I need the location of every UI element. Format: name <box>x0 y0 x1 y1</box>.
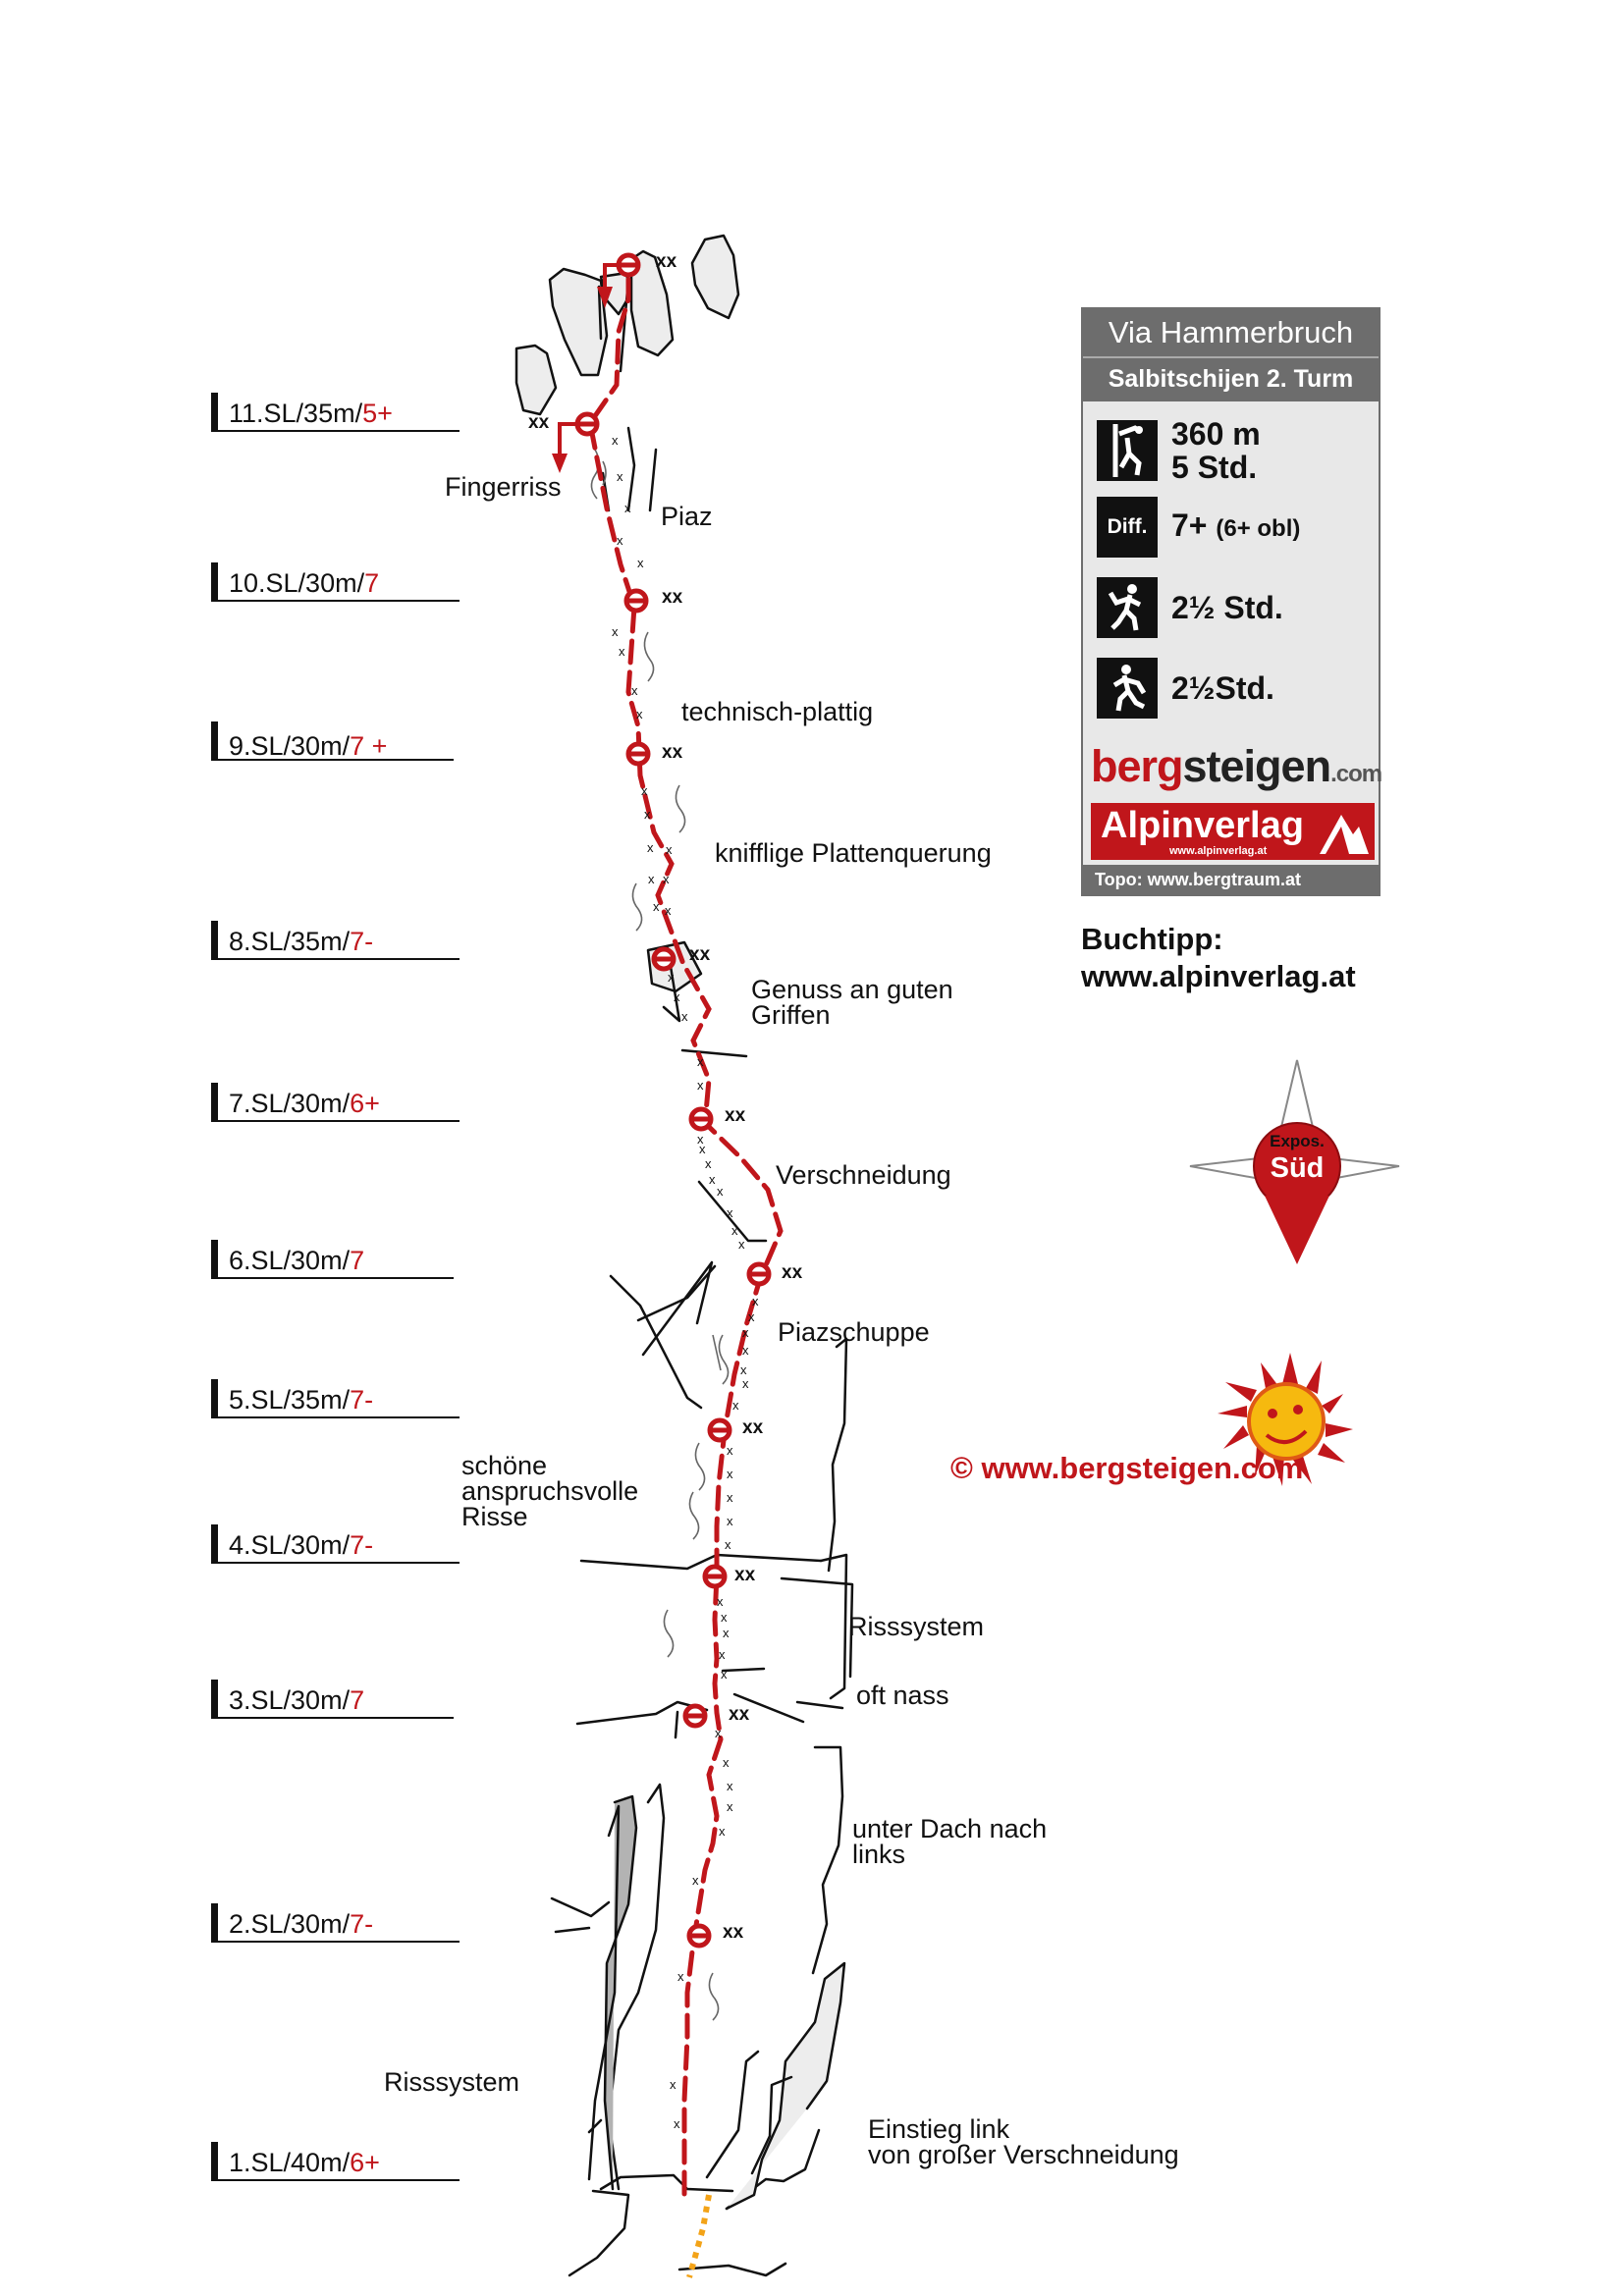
svg-text:x: x <box>617 533 623 548</box>
svg-text:x: x <box>697 1132 704 1147</box>
hiker-approach-icon <box>1097 577 1158 638</box>
pitch-label-1: 1.SL/40m/6+ <box>229 2148 380 2177</box>
svg-text:x: x <box>709 1172 716 1187</box>
svg-text:x: x <box>748 1309 755 1324</box>
bolt-marks <box>612 433 759 2131</box>
pitch-label-9: 9.SL/30m/7 + <box>229 731 388 761</box>
svg-text:x: x <box>665 903 672 918</box>
pitch-bar <box>211 2142 218 2181</box>
svg-text:x: x <box>732 1398 739 1413</box>
alpinverlag-logo: Alpinverlag www.alpinverlag.at <box>1091 803 1375 860</box>
svg-text:x: x <box>674 2116 680 2131</box>
topo-credit: Topo: www.bergtraum.at <box>1083 865 1379 894</box>
anchor-label: xx <box>729 1704 750 1725</box>
annotation-genuss: Genuss an guten Griffen <box>751 975 953 1030</box>
pitch-line <box>218 1562 460 1564</box>
book-tip-url[interactable]: www.alpinverlag.at <box>1081 959 1356 993</box>
pitch-line <box>218 1120 460 1122</box>
annotation-dach: unter Dach nach links <box>852 1814 1048 1869</box>
pitch-label-10: 10.SL/30m/7 <box>229 568 380 598</box>
svg-text:x: x <box>617 469 623 484</box>
bergsteigen-logo: bergsteigen.com <box>1091 741 1382 791</box>
svg-text:x: x <box>641 783 648 798</box>
hiker-descent-icon <box>1097 658 1158 719</box>
svg-text:x: x <box>727 1514 733 1528</box>
svg-text:x: x <box>721 1610 728 1625</box>
svg-text:x: x <box>717 1594 724 1609</box>
svg-text:x: x <box>697 1054 704 1069</box>
book-tip-title: Buchtipp: <box>1081 922 1223 956</box>
annotation-piazschuppe: Piazschuppe <box>778 1317 930 1347</box>
pitch-label-3: 3.SL/30m/7 <box>229 1685 365 1715</box>
svg-text:x: x <box>619 644 625 659</box>
svg-text:x: x <box>742 1343 749 1358</box>
info-row-length <box>1097 417 1261 484</box>
svg-text:x: x <box>668 970 675 985</box>
pitch-line <box>218 958 460 960</box>
pitch-label-6: 6.SL/30m/7 <box>229 1246 365 1275</box>
book-tip <box>1081 921 1356 995</box>
pitch-bar <box>211 1240 218 1279</box>
pitch-line <box>218 1416 460 1418</box>
svg-text:x: x <box>742 1325 749 1340</box>
pitch-bar <box>211 1903 218 1943</box>
svg-text:x: x <box>727 1205 733 1220</box>
svg-text:x: x <box>612 624 619 639</box>
anchor-label: xx <box>528 412 550 433</box>
anchor-label: xx <box>725 1105 746 1126</box>
rappel-arrowhead <box>552 454 568 473</box>
anchor-label: xx <box>662 587 683 608</box>
svg-text:x: x <box>727 1490 733 1505</box>
svg-text:x: x <box>727 1779 733 1793</box>
pitch-line <box>218 1717 454 1719</box>
descent-time: 2½Std. <box>1171 670 1274 706</box>
svg-text:x: x <box>717 1184 724 1199</box>
svg-text:x: x <box>663 872 670 886</box>
annotation-oft-nass: oft nass <box>856 1681 949 1710</box>
pitch-label-4: 4.SL/30m/7- <box>229 1530 374 1560</box>
route-info-panel <box>1081 307 1380 896</box>
pitch-label-7: 7.SL/30m/6+ <box>229 1089 380 1118</box>
pitch-line <box>218 1941 460 1943</box>
svg-text:x: x <box>725 1537 731 1552</box>
annotation-technisch-plattig: technisch-plattig <box>681 697 874 726</box>
anchor-label: xx <box>734 1565 756 1585</box>
approach-path <box>689 2195 709 2277</box>
exposure-label: Expos. <box>1270 1132 1325 1150</box>
svg-text:x: x <box>742 1376 749 1391</box>
svg-text:x: x <box>699 1142 706 1156</box>
copyright-link[interactable]: © www.bergsteigen.com <box>950 1451 1304 1485</box>
svg-text:x: x <box>727 1799 733 1814</box>
anchor-label: xx <box>782 1262 803 1283</box>
pitch-line <box>218 600 460 602</box>
svg-text:x: x <box>677 1969 684 1984</box>
svg-text:x: x <box>727 1467 733 1481</box>
svg-text:x: x <box>752 1294 759 1308</box>
svg-text:x: x <box>697 1078 704 1093</box>
pitch-label-11: 11.SL/35m/5+ <box>229 399 393 428</box>
svg-text:x: x <box>692 1873 699 1888</box>
difficulty-value: 7+ (6+ obl) <box>1171 507 1301 543</box>
svg-text:x: x <box>674 989 680 1004</box>
length-duration: 360 m 5 Std. <box>1171 416 1261 485</box>
svg-text:x: x <box>624 501 631 515</box>
svg-text:x: x <box>738 1237 745 1252</box>
svg-text:x: x <box>648 872 655 886</box>
svg-text:x: x <box>647 840 654 855</box>
anchor-label: xx <box>689 944 711 965</box>
annotation-risssystem-upper: Risssystem <box>848 1612 985 1641</box>
pitch-label-2: 2.SL/30m/7- <box>229 1909 374 1939</box>
pitch-bar <box>211 393 218 432</box>
climber-icon <box>1097 420 1158 481</box>
pitch-line <box>218 2179 460 2181</box>
svg-text:x: x <box>653 899 660 914</box>
svg-text:x: x <box>727 1443 733 1458</box>
route-area: Salbitschijen 2. Turm <box>1083 356 1379 401</box>
pitch-bar <box>211 721 218 761</box>
annotation-verschneidung: Verschneidung <box>776 1160 951 1190</box>
anchor-label: xx <box>662 742 683 763</box>
annotation-plattenquerung: knifflige Plattenquerung <box>715 838 992 868</box>
svg-text:x: x <box>670 2077 677 2092</box>
pitch-line <box>218 1277 454 1279</box>
svg-text:x: x <box>715 1726 722 1740</box>
svg-text:x: x <box>637 556 644 570</box>
pitch-bar <box>211 1083 218 1122</box>
annotation-piaz: Piaz <box>661 502 713 531</box>
svg-text:x: x <box>723 1755 730 1770</box>
svg-text:x: x <box>719 1647 726 1662</box>
annotation-risse: schöne anspruchsvolle Risse <box>461 1451 639 1531</box>
anchor-label: xx <box>742 1417 764 1438</box>
svg-text:x: x <box>719 1824 726 1839</box>
pitch-bar <box>211 1524 218 1564</box>
svg-text:x: x <box>721 1667 728 1682</box>
svg-text:x: x <box>740 1362 747 1377</box>
anchor-label: xx <box>723 1922 744 1943</box>
svg-text:x: x <box>631 683 638 698</box>
svg-text:x: x <box>723 1626 730 1640</box>
svg-text:x: x <box>705 1156 712 1171</box>
route-name: Via Hammerbruch <box>1108 315 1354 349</box>
pitch-bar <box>211 1379 218 1418</box>
svg-text:x: x <box>644 807 651 822</box>
exposure-direction: Süd <box>1270 1152 1325 1184</box>
info-row-approach <box>1097 577 1283 638</box>
approach-time: 2½ Std. <box>1171 590 1283 625</box>
svg-text:x: x <box>731 1223 738 1238</box>
anchor-label: xx <box>656 251 677 272</box>
svg-text:x: x <box>666 842 673 857</box>
svg-text:x: x <box>681 1009 688 1024</box>
pitch-label-5: 5.SL/35m/7- <box>229 1385 374 1415</box>
svg-text:x: x <box>636 707 643 721</box>
pitch-line <box>218 430 460 432</box>
pitch-bar <box>211 562 218 602</box>
pitch-bar <box>211 921 218 960</box>
difficulty-icon: Diff. <box>1097 497 1158 558</box>
info-row-descent <box>1097 658 1274 719</box>
pitch-label-8: 8.SL/35m/7- <box>229 927 374 956</box>
annotation-einstieg: Einstieg link von großer Verschneidung <box>868 2114 1179 2169</box>
svg-text:x: x <box>612 433 619 448</box>
info-row-difficulty <box>1097 497 1300 558</box>
rock-outlines <box>516 236 852 2275</box>
pitch-bar <box>211 1680 218 1719</box>
annotation-fingerriss: Fingerriss <box>445 472 562 502</box>
info-header <box>1083 309 1379 401</box>
annotation-risssystem-lower: Risssystem <box>384 2067 520 2097</box>
